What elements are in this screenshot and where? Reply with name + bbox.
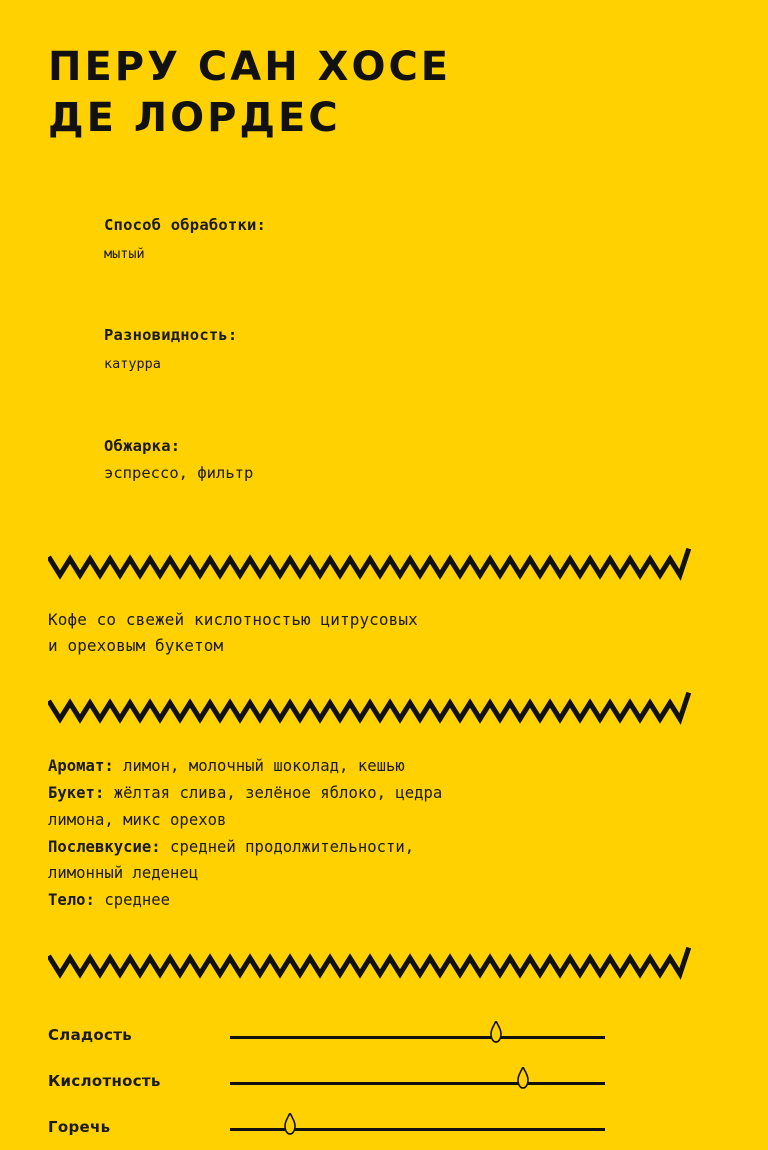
- note-value-aftertaste: средней продолжительности,: [160, 837, 415, 856]
- note-value-body: среднее: [94, 891, 171, 910]
- zigzag-divider-icon: [48, 545, 693, 585]
- note-row-flavour: [48, 780, 720, 807]
- scale-line: [230, 1036, 605, 1039]
- note-key-body: Тело:: [48, 891, 95, 910]
- scale-sweetness: [48, 1012, 720, 1058]
- note-row-body: [48, 887, 720, 914]
- scale-line: [230, 1082, 605, 1085]
- meta-row-variety: [48, 295, 720, 405]
- scale-track-sweetness[interactable]: [230, 1025, 605, 1045]
- note-row-flavour-cont: [48, 807, 720, 834]
- tasting-notes: [48, 753, 720, 914]
- page-title: [48, 38, 720, 144]
- scale-acidity: [48, 1058, 720, 1104]
- meta-block: [48, 184, 720, 515]
- meta-key-roast: Обжарка:: [104, 436, 181, 455]
- meta-key-processing: Способ обработки:: [104, 215, 267, 234]
- meta-row-roast: [48, 405, 720, 515]
- description: [48, 607, 720, 659]
- description-line-1: Кофе со свежей кислотностью цитрусовых: [48, 610, 418, 630]
- scale-track-bitterness[interactable]: [230, 1117, 605, 1137]
- note-row-aroma: [48, 753, 720, 780]
- meta-value-roast: эспрессо, фильтр: [104, 464, 254, 483]
- meta-value-variety: катурра: [104, 355, 161, 372]
- scale-bitterness: [48, 1104, 720, 1150]
- scale-label-bitterness: Горечь: [48, 1118, 111, 1136]
- scale-label-acidity: Кислотность: [48, 1072, 161, 1090]
- note-row-aftertaste-cont: [48, 860, 720, 887]
- note-row-aftertaste: [48, 834, 720, 861]
- scale-marker-sweetness[interactable]: [489, 1021, 503, 1043]
- note-value-flavour-cont: лимона, микс орехов: [48, 810, 227, 829]
- meta-value-processing: мытый: [104, 245, 145, 262]
- note-key-aroma: Аромат:: [48, 757, 114, 776]
- zigzag-divider-icon: [48, 944, 693, 984]
- scale-label-sweetness: Сладость: [48, 1026, 133, 1044]
- scale-marker-acidity[interactable]: [516, 1067, 530, 1089]
- note-value-aftertaste-cont: лимонный леденец: [48, 864, 199, 883]
- scale-track-acidity[interactable]: [230, 1071, 605, 1091]
- scale-marker-bitterness[interactable]: [283, 1113, 297, 1135]
- note-key-flavour: Букет:: [48, 783, 105, 802]
- title-line-1: ПЕРУ САН ХОСЕ: [48, 44, 452, 90]
- meta-row-processing: [48, 184, 720, 294]
- note-value-aroma: лимон, молочный шоколад, кешью: [113, 757, 405, 776]
- description-line-2: и ореховым букетом: [48, 636, 224, 656]
- taste-scales: [48, 1012, 720, 1150]
- note-key-aftertaste: Послевкусие:: [48, 837, 161, 856]
- zigzag-divider-icon: [48, 689, 693, 729]
- note-value-flavour: жёлтая слива, зелёное яблоко, цедра: [104, 783, 443, 802]
- meta-key-variety: Разновидность:: [104, 326, 238, 345]
- title-line-2: ДЕ ЛОРДЕС: [48, 95, 341, 142]
